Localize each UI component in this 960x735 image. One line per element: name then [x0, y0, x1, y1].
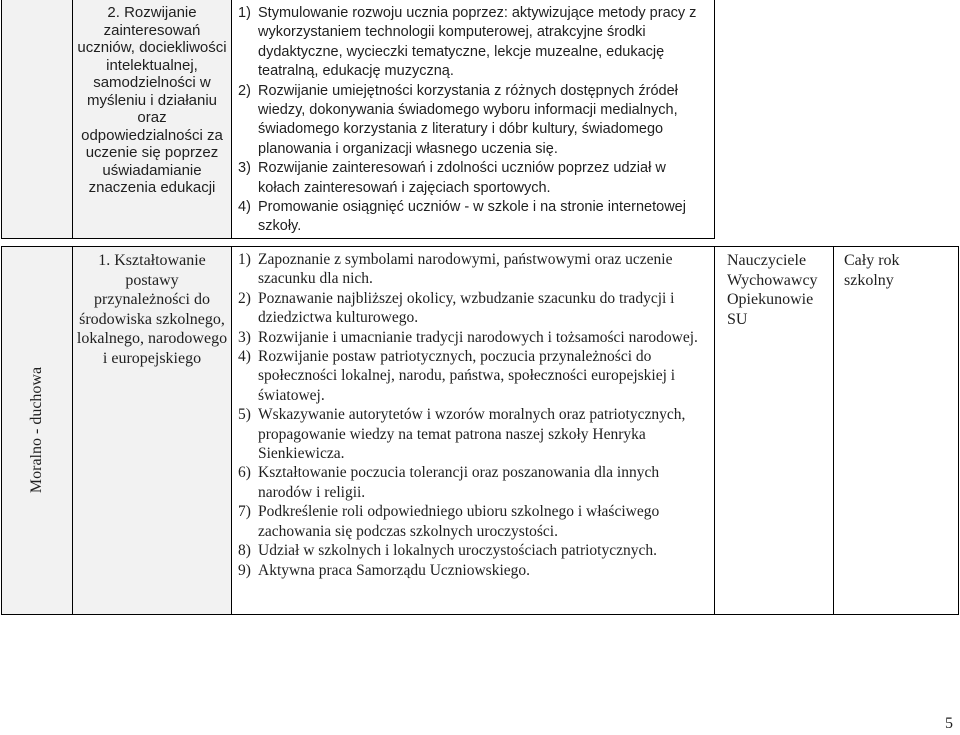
task-text: Podkreślenie roli odpowiedniego ubioru szkolnego i właściwego zachowania się podczas szkolnych uroczystości.	[258, 503, 660, 540]
task-number: 4)	[238, 199, 251, 216]
task-number: 2)	[238, 82, 251, 99]
responsible-line: Wychowawcy	[727, 271, 818, 289]
responsible-line: SU	[727, 310, 748, 328]
task-item	[238, 463, 710, 502]
task-number: 9)	[238, 561, 251, 579]
responsible-line: Nauczyciele	[727, 252, 807, 269]
task-text: Stymulowanie rozwoju ucznia poprzez: aktywizujące metody pracy z wykorzystaniem technologii komputerowej, atrakcyjne środki dydaktyczne, wycieczki tematyczne, lekcje muzealne, edukację teatralną, edukację muzyczną.	[258, 5, 697, 80]
task-text: Wskazywanie autorytetów i wzorów moralnych oraz patriotycznych, propagowanie wiedzy na temat patrona naszej szkoły Henryka Sienkiewicza.	[258, 406, 686, 463]
area-label: Moralno - duchowa	[28, 366, 45, 494]
task-number: 6)	[238, 464, 251, 482]
task-item	[238, 405, 710, 463]
task-item	[238, 289, 710, 328]
task-number: 4)	[238, 348, 251, 366]
responsible-line: Opiekunowie	[727, 291, 814, 308]
task-number: 2)	[238, 289, 251, 307]
task-text: Rozwijanie postaw patriotycznych, poczucia przynależności do społeczności lokalnej, narodu, państwa, społeczności europejskiej i światowej.	[258, 348, 676, 404]
task-item	[238, 502, 710, 541]
task-item	[238, 561, 710, 580]
goal-text-1: 1. Kształtowanie postawy przynależności do środowiska szkolnego, lokalnego, narodowego i europejskiego	[76, 252, 228, 367]
task-text: Kształtowanie poczucia tolerancji oraz poszanowania dla innych narodów i religii.	[258, 464, 660, 501]
area-cell-top	[2, 0, 72, 238]
task-text: Rozwijanie i umacnianie tradycji narodowych i tożsamości narodowej.	[258, 328, 698, 346]
task-item	[238, 250, 710, 289]
task-text: Udział w szkolnych i lokalnych uroczystościach patriotycznych.	[258, 542, 657, 560]
page-number: 5	[945, 715, 953, 732]
task-item	[238, 159, 710, 198]
tasks-list-1	[232, 246, 714, 614]
task-item	[238, 82, 710, 160]
task-number: 7)	[238, 503, 251, 521]
task-text: Zapoznanie z symbolami narodowymi, państwowymi oraz uczenie szacunku dla nich.	[258, 251, 673, 288]
task-item	[238, 347, 710, 405]
tasks-list-2	[232, 0, 714, 238]
task-number: 3)	[238, 160, 251, 177]
task-number: 5)	[238, 406, 251, 424]
responsible-cell	[715, 246, 833, 614]
task-text: Aktywna praca Samorządu Uczniowskiego.	[258, 561, 531, 579]
goal-text-2: 2. Rozwijanie zainteresowań uczniów, dociekliwości intelektualnej, samodzielności w myśleniu i działaniu oraz odpowiedzialności za uczenie się poprzez uświadamianie znaczenia edukacji	[77, 4, 227, 196]
task-number: 1)	[238, 251, 251, 268]
task-number: 1)	[238, 5, 251, 21]
area-label-cell	[2, 246, 72, 614]
deadline-cell: Cały rok szkolny	[844, 252, 900, 289]
task-text: Promowanie osiągnięć uczniów - w szkole i na stronie internetowej szkoły.	[258, 199, 686, 235]
task-number: 8)	[238, 542, 251, 560]
task-item	[238, 541, 710, 560]
task-text: Rozwijanie umiejętności korzystania z różnych dostępnych źródeł wiedzy, dokonywania świadomego wyboru informacji medialnych, świadomego korzystania z literatury i dóbr kultury, świadomego planowania i organizacji własnego uczenia się.	[258, 82, 678, 157]
task-item	[238, 4, 710, 82]
task-number: 3)	[238, 328, 251, 346]
task-text: Poznawanie najbliższej okolicy, wzbudzanie szacunku do tradycji i dziedzictwa kulturowego.	[258, 289, 675, 327]
task-text: Rozwijanie zainteresowań i zdolności uczniów poprzez udział w kołach zainteresowań i zajęciach sportowych.	[258, 160, 666, 196]
task-item	[238, 328, 710, 347]
task-item	[238, 198, 710, 237]
